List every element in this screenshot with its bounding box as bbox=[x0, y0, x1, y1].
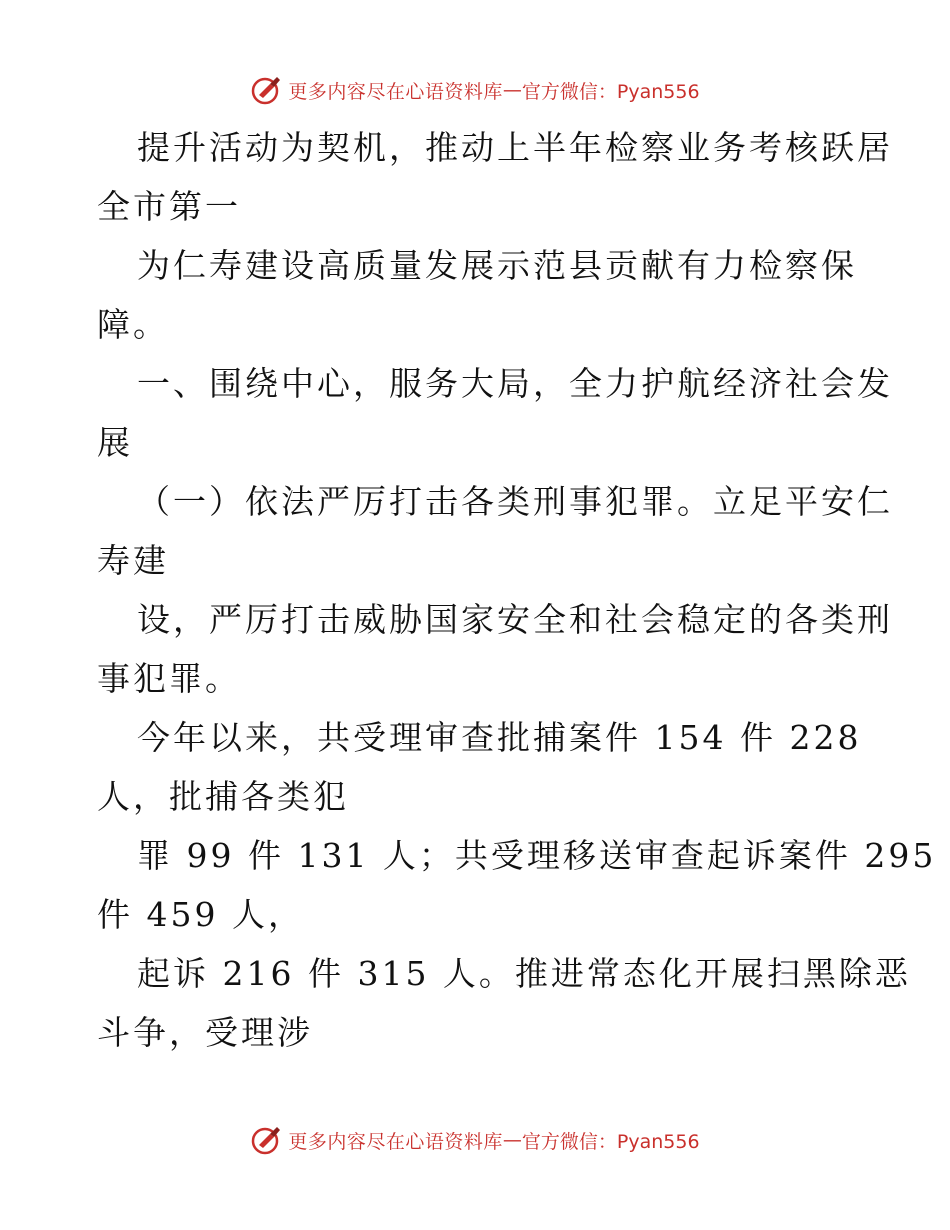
banner-separator: — bbox=[502, 79, 522, 101]
text-line: 斗争，受理涉 bbox=[97, 1013, 313, 1052]
text-line: （一）依法严厉打击各类刑事犯罪。立足平安仁 bbox=[137, 482, 893, 521]
text-line: 一、围绕中心，服务大局，全力护航经济社会发 bbox=[137, 364, 893, 403]
header-watermark-banner bbox=[0, 70, 950, 110]
text-line: 事犯罪。 bbox=[97, 659, 241, 698]
text-line: 罪 99 件 131 人；共受理移送审查起诉案件 295 bbox=[137, 836, 937, 875]
banner-text: 更多内容尽在心语资料库 bbox=[288, 1130, 503, 1153]
text-line: 件 459 人， bbox=[97, 895, 304, 934]
text-line: 人，批捕各类犯 bbox=[97, 777, 349, 816]
body-text bbox=[97, 118, 937, 1062]
banner-separator: — bbox=[502, 1129, 522, 1151]
text-line: 起诉 216 件 315 人。推进常态化开展扫黑除恶 bbox=[137, 954, 911, 993]
text-line: 寿建 bbox=[97, 541, 169, 580]
text-line: 提升活动为契机，推动上半年检察业务考核跃居 bbox=[137, 128, 893, 167]
pen-seal-logo-icon bbox=[250, 73, 284, 107]
banner-wechat: 官方微信：Pyan556 bbox=[521, 1130, 700, 1153]
banner-text: 更多内容尽在心语资料库 bbox=[288, 80, 503, 103]
text-line: 今年以来，共受理审查批捕案件 154 件 228 bbox=[137, 718, 862, 757]
text-line: 展 bbox=[97, 423, 133, 462]
text-line: 为仁寿建设高质量发展示范县贡献有力检察保 bbox=[137, 246, 857, 285]
footer-watermark-banner bbox=[0, 1120, 950, 1160]
banner-wechat: 官方微信：Pyan556 bbox=[521, 80, 700, 103]
text-line: 全市第一 bbox=[97, 187, 241, 226]
text-line: 障。 bbox=[97, 305, 169, 344]
text-line: 设，严厉打击威胁国家安全和社会稳定的各类刑 bbox=[137, 600, 893, 639]
pen-seal-logo-icon bbox=[250, 1123, 284, 1157]
